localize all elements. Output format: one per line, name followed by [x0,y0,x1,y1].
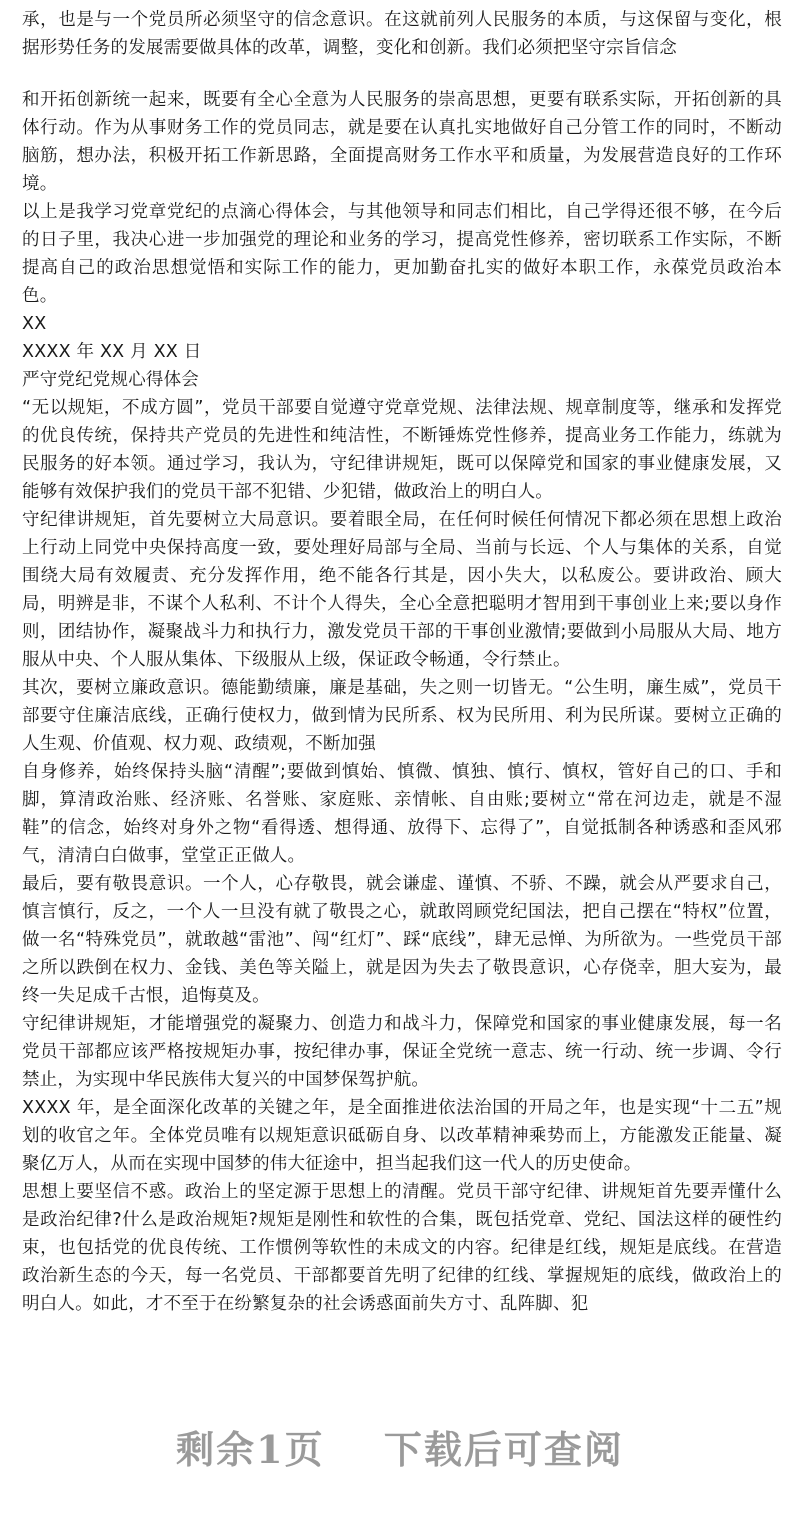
paragraph: “无以规矩，不成方圆”，党员干部要自觉遵守党章党规、法律法规、规章制度等，继承和发挥党的优良传统，保持共产党员的先进性和纯洁性，不断锤炼党性修养，提高业务工作能力，练就为民服务的好本领。通过学习，我认为，守纪律讲规矩，既可以保障党和国家的事业健康发展，又能够有效保护我们的党员干部不犯错、少犯错，做政治上的明白人。 [22,398,782,502]
signature-date: XXXX 年 XX 月 XX 日 [22,342,202,362]
section-title: 严守党纪党规心得体会 [22,370,199,390]
remaining-pages-label[interactable]: 剩余1页 [176,1427,325,1472]
paragraph: 以上是我学习党章党纪的点滴心得体会，与其他领导和同志们相比，自己学得还很不够，在今后的日子里，我决心进一步加强党的理论和业务的学习，提高党性修养，密切联系工作实际，不断提高自己的政治思想觉悟和实际工作的能力，更加勤奋扎实的做好本职工作，永葆党员政治本色。 [22,202,782,306]
paragraph: 和开拓创新统一起来，既要有全心全意为人民服务的崇高思想，更要有联系实际，开拓创新的具体行动。作为从事财务工作的党员同志，就是要在认真扎实地做好自己分管工作的同时，不断动脑筋，想办法，积极开拓工作新思路，全面提高财务工作水平和质量，为发展营造良好的工作环境。 [22,90,782,194]
top-fragment-text: 承，也是与一个党员所必须坚守的信念意识。在这就前列人民服务的本质，与这保留与变化，根据形势任务的发展需要做具体的改革，调整，变化和创新。我们必须把坚守宗旨信念 [22,10,782,58]
top-fragment-block [22,6,782,58]
paragraph: 守纪律讲规矩，才能增强党的凝聚力、创造力和战斗力，保障党和国家的事业健康发展，每一名党员干部都应该严格按规矩办事，按纪律办事，保证全党统一意志、统一行动、统一步调、令行禁止，为实现中华民族伟大复兴的中国梦保驾护航。 [22,1014,782,1090]
signature-name: XX [22,314,47,334]
document-body [22,86,782,1318]
download-to-view-label[interactable]: 下载后可查阅 [383,1427,624,1472]
download-prompt-banner[interactable] [0,1420,800,1480]
paragraph: XXXX 年，是全面深化改革的关键之年，是全面推进依法治国的开局之年，也是实现“十二五”规划的收官之年。全体党员唯有以规矩意识砥砺自身、以改革精神乘势而上，方能激发正能量、凝聚亿万人，从而在实现中国梦的伟大征途中，担当起我们这一代人的历史使命。 [22,1098,782,1174]
paragraph: 自身修养，始终保持头脑“清醒”;要做到慎始、慎微、慎独、慎行、慎权，管好自己的口、手和脚，算清政治账、经济账、名誉账、家庭账、亲情帐、自由账;要树立“常在河边走，就是不湿鞋”的信念，始终对身外之物“看得透、想得通、放得下、忘得了”，自觉抵制各种诱惑和歪风邪气，清清白白做事，堂堂正正做人。 [22,762,782,866]
paragraph: 最后，要有敬畏意识。一个人，心存敬畏，就会谦虚、谨慎、不骄、不躁，就会从严要求自己，慎言慎行，反之，一个人一旦没有就了敬畏之心，就敢罔顾党纪国法，把自己摆在“特权”位置，做一名“特殊党员”，就敢越“雷池”、闯“红灯”、踩“底线”，肆无忌惮、为所欲为。一些党员干部之所以跌倒在权力、金钱、美色等关隘上，就是因为失去了敬畏意识，心存侥幸，胆大妄为，最终一失足成千古恨，追悔莫及。 [22,874,782,1006]
paragraph: 思想上要坚信不惑。政治上的坚定源于思想上的清醒。党员干部守纪律、讲规矩首先要弄懂什么是政治纪律?什么是政治规矩?规矩是刚性和软性的合集，既包括党章、党纪、国法这样的硬性约束，也包括党的优良传统、工作惯例等软性的未成文的内容。纪律是红线，规矩是底线。在营造政治新生态的今天，每一名党员、干部都要首先明了纪律的红线、掌握规矩的底线，做政治上的明白人。如此，才不至于在纷繁复杂的社会诱惑面前失方寸、乱阵脚、犯 [22,1182,782,1314]
paragraph: 其次，要树立廉政意识。德能勤绩廉，廉是基础，失之则一切皆无。“公生明，廉生威”，党员干部要守住廉洁底线，正确行使权力，做到情为民所系、权为民所用、利为民所谋。要树立正确的人生观、价值观、权力观、政绩观，不断加强 [22,678,782,754]
paragraph: 守纪律讲规矩，首先要树立大局意识。要着眼全局，在任何时候任何情况下都必须在思想上政治上行动上同党中央保持高度一致，要处理好局部与全局、当前与长远、个人与集体的关系，自觉围绕大局有效履责、充分发挥作用，绝不能各行其是，因小失大，以私废公。要讲政治、顾大局，明辨是非，不谋个人私利、不计个人得失，全心全意把聪明才智用到干事创业上来;要以身作则，团结协作，凝聚战斗力和执行力，激发党员干部的干事创业激情;要做到小局服从大局、地方服从中央、个人服从集体、下级服从上级，保证政令畅通，令行禁止。 [22,510,782,670]
